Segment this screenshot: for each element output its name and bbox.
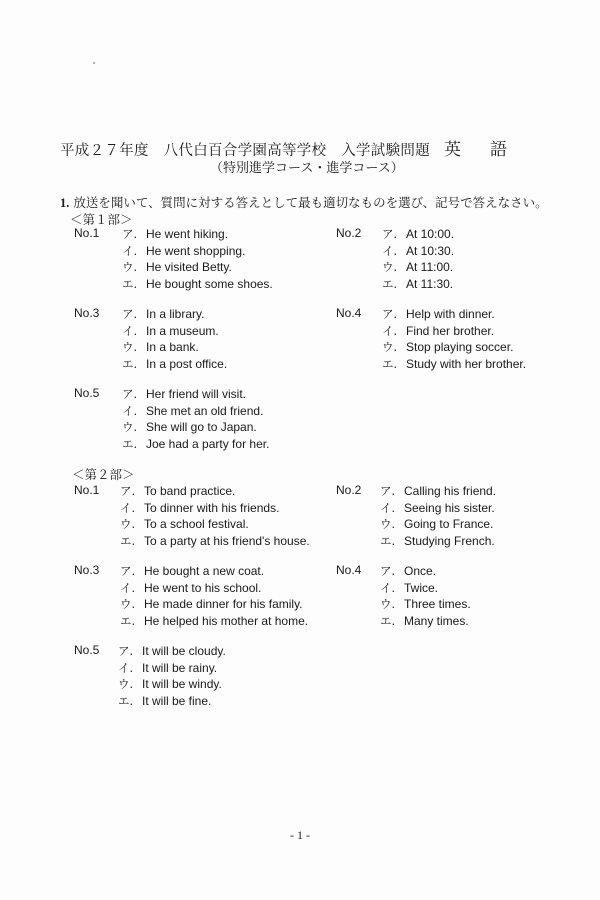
option: ア. In a library.	[122, 307, 205, 321]
option: ウ. He visited Betty.	[122, 260, 232, 274]
option: エ. He bought some shoes.	[122, 276, 273, 291]
option: ア. Calling his friend.	[380, 484, 497, 498]
option: イ. It will be rainy.	[118, 660, 218, 675]
option: イ. He went shopping.	[122, 243, 246, 258]
option: ウ. Going to France.	[380, 517, 494, 531]
question-label: No.1	[74, 483, 100, 497]
option: ア. It will be cloudy.	[118, 644, 226, 658]
option: ア. Once.	[380, 564, 437, 578]
option: エ. Joe had a party for her.	[122, 436, 270, 451]
title-text: 平成２７年度 八代白百合学園高等学校 入学試験問題	[60, 143, 430, 159]
option: エ. At 11:30.	[382, 276, 454, 291]
question-label: No.2	[336, 226, 362, 240]
option: ア. At 10:00.	[382, 227, 455, 241]
question-label: No.1	[74, 226, 100, 240]
option: ア. To band practice.	[120, 484, 236, 498]
option: イ. At 10:30.	[382, 243, 455, 258]
option: エ. It will be fine.	[118, 693, 212, 708]
question-label: No.3	[74, 306, 100, 320]
instruction	[60, 193, 548, 211]
option: ア. He went hiking.	[122, 227, 229, 241]
option: ウ. He made dinner for his family.	[120, 597, 303, 611]
option: イ. Find her brother.	[382, 323, 495, 338]
option: イ. To dinner with his friends.	[120, 500, 280, 515]
option: エ. To a party at his friend's house.	[120, 533, 310, 548]
option: ウ. It will be windy.	[118, 677, 222, 691]
question-label: No.4	[336, 563, 362, 577]
exam-subtitle: （特別進学コース・進学コース）	[210, 160, 404, 175]
option: ア. He bought a new coat.	[120, 564, 265, 578]
option: ウ. Three times.	[380, 597, 471, 611]
option: エ. He helped his mother at home.	[120, 613, 309, 628]
option: イ. He went to his school.	[120, 580, 262, 595]
question-number: 1.	[60, 196, 70, 210]
option: ア. Help with dinner.	[382, 307, 495, 321]
option: エ. Study with her brother.	[382, 356, 527, 371]
option: エ. Many times.	[380, 613, 469, 628]
question-label: No.5	[74, 643, 100, 657]
option: ア. Her friend will visit.	[122, 387, 247, 401]
subject-label: 英 語	[444, 140, 513, 159]
option: イ. In a museum.	[122, 323, 219, 338]
question-label: No.2	[336, 483, 362, 497]
option: ウ. To a school festival.	[120, 517, 249, 531]
question-label: No.4	[336, 306, 362, 320]
option: イ. She met an old friend.	[122, 403, 264, 418]
page-number: - 1 -	[290, 828, 310, 842]
question-label: No.5	[74, 386, 100, 400]
instruction-text: 放送を聞いて、質問に対する答えとして最も適切なものを選び、記号で答えなさい。	[73, 196, 548, 210]
option: ウ. She will go to Japan.	[122, 420, 257, 434]
option: ウ. At 11:00.	[382, 260, 454, 274]
option: ウ. Stop playing soccer.	[382, 340, 514, 354]
scan-speck	[93, 62, 95, 64]
part2-label: ＜第２部＞	[72, 468, 135, 482]
part1-label: ＜第１部＞	[70, 213, 133, 227]
option: エ. In a post office.	[122, 356, 228, 371]
option: エ. Studying French.	[380, 533, 495, 548]
question-label: No.3	[74, 563, 100, 577]
option: ウ. In a bank.	[122, 340, 199, 354]
option: イ. Seeing his sister.	[380, 500, 495, 515]
option: イ. Twice.	[380, 580, 439, 595]
